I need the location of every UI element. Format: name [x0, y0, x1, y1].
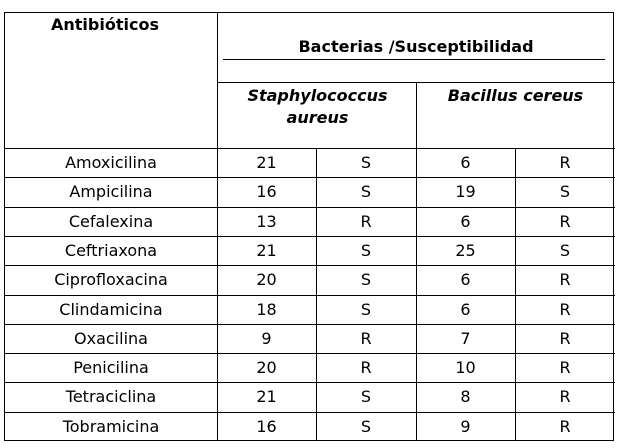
- staph-result: S: [360, 387, 372, 407]
- header-staphylococcus-aureus: [218, 85, 417, 129]
- antibiotic-name: Tetraciclina: [65, 387, 157, 407]
- staph-result: S: [360, 182, 372, 202]
- bacillus-result: R: [559, 358, 571, 378]
- bacillus-value: 6: [460, 153, 471, 172]
- staph-result: R: [360, 211, 372, 231]
- row-divider: [5, 177, 615, 178]
- staph-result: R: [360, 358, 372, 378]
- bacillus-value: 6: [460, 270, 471, 290]
- antibiotic-name: Ceftriaxona: [64, 240, 158, 260]
- bacillus-result: R: [559, 153, 571, 172]
- bacillus-result: R: [559, 387, 571, 407]
- row-divider: [5, 353, 615, 354]
- row-divider: [5, 382, 615, 383]
- bacillus-value: 9: [460, 416, 471, 436]
- bacillus-result: R: [559, 416, 571, 436]
- antibiotic-name: Penicilina: [73, 358, 149, 378]
- row-divider: [5, 324, 615, 325]
- header-bacillus-line1: Bacillus cereus: [447, 86, 584, 105]
- bacillus-result: S: [559, 240, 571, 260]
- staph-result: S: [360, 299, 372, 319]
- group-underline: [223, 59, 605, 60]
- staph-value: 16: [256, 182, 277, 202]
- row-divider: [5, 295, 615, 296]
- staph-result: S: [360, 153, 372, 172]
- staph-result: S: [360, 416, 372, 436]
- bacillus-value: 19: [455, 182, 476, 202]
- header-bacillus-cereus: [417, 85, 614, 107]
- bacillus-value: 8: [460, 387, 471, 407]
- staph-value: 21: [256, 240, 277, 260]
- bacillus-result: R: [559, 299, 571, 319]
- header-antibiotics: Antibióticos: [51, 15, 159, 34]
- staph-result: R: [360, 328, 372, 348]
- staph-result: S: [360, 240, 372, 260]
- bacillus-result: R: [559, 328, 571, 348]
- header-bottom-line: [5, 148, 615, 149]
- row-divider: [5, 236, 615, 237]
- row-divider: [5, 265, 615, 266]
- bacillus-result: R: [559, 270, 571, 290]
- antibiotic-name: Cefalexina: [68, 211, 154, 231]
- bacillus-value: 25: [455, 240, 476, 260]
- bacillus-value: 10: [455, 358, 476, 378]
- antibiotic-name: Ampicilina: [69, 182, 153, 202]
- staph-value: 9: [261, 328, 272, 348]
- staph-value: 21: [256, 153, 277, 172]
- header-bacteria-susceptibility: Bacterias /Susceptibilidad: [298, 37, 534, 56]
- species-top-line: [217, 82, 615, 83]
- row-divider: [5, 207, 615, 208]
- antibiotic-name: Oxacilina: [74, 328, 148, 348]
- susceptibility-table: [4, 12, 614, 441]
- antibiotic-name: Ciprofloxacina: [54, 270, 168, 290]
- staph-value: 20: [256, 358, 277, 378]
- staph-value: 21: [256, 387, 277, 407]
- row-divider: [5, 412, 615, 413]
- bacillus-result: S: [559, 182, 571, 202]
- staph-value: 13: [256, 211, 277, 231]
- staph-result: S: [360, 270, 372, 290]
- bacillus-result: R: [559, 211, 571, 231]
- staph-value: 20: [256, 270, 277, 290]
- staph-value: 18: [256, 299, 277, 319]
- header-staphylococcus-line1: Staphylococcus: [247, 86, 388, 105]
- staph-value: 16: [256, 416, 277, 436]
- bacillus-value: 6: [460, 299, 471, 319]
- antibiotic-name: Clindamicina: [59, 299, 163, 319]
- bacillus-value: 6: [460, 211, 471, 231]
- header-staphylococcus-line2: aureus: [286, 108, 349, 127]
- antibiotic-name: Amoxicilina: [65, 153, 157, 172]
- antibiotic-name: Tobramicina: [62, 416, 160, 436]
- bacillus-value: 7: [460, 328, 471, 348]
